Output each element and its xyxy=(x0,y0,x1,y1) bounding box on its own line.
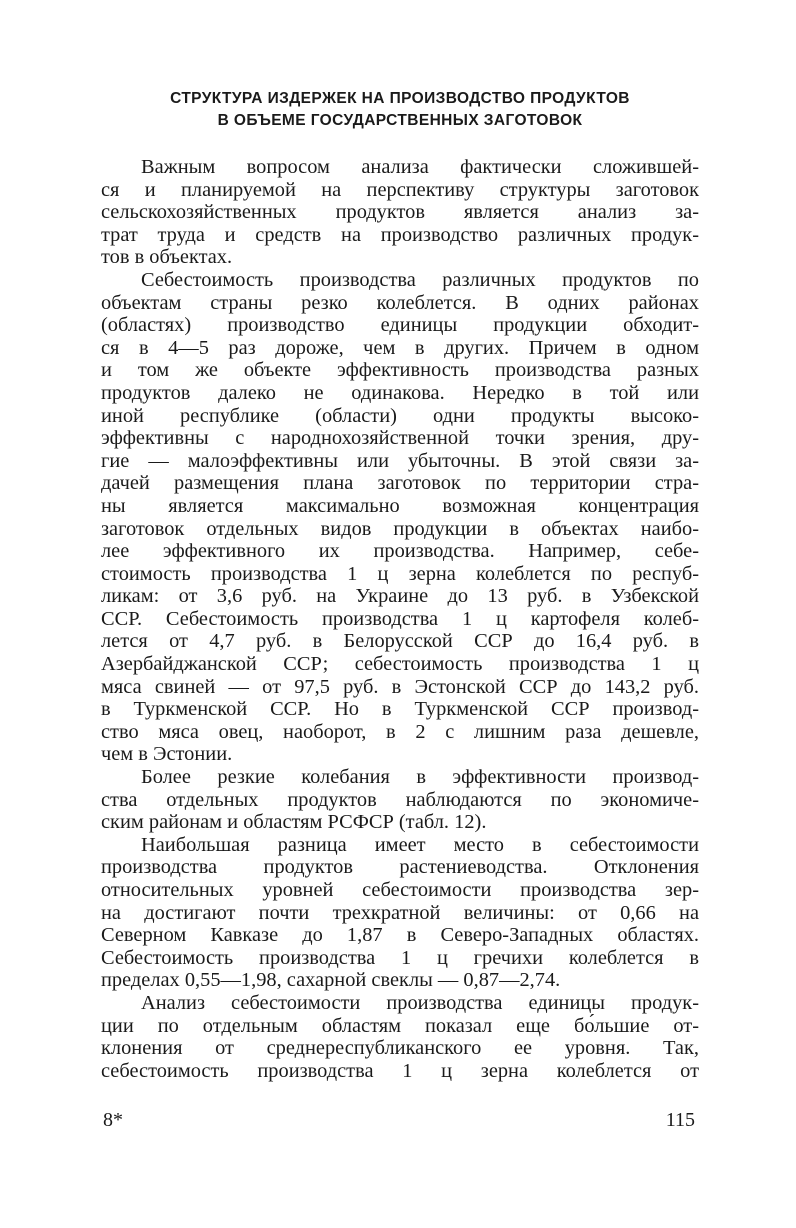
text-line: (областях) производство единицы продукции обходит- xyxy=(101,314,699,337)
text-line: себестоимость производства 1 ц зерна колеблется от xyxy=(101,1059,699,1082)
text-line: заготовок отдельных видов продукции в объектах наибо- xyxy=(101,517,699,540)
text-line: Азербайджанской ССР; себестоимость производства 1 ц xyxy=(101,653,699,676)
text-line: Анализ себестоимости производства единицы продук- xyxy=(141,991,699,1014)
text-line: иной республике (области) одни продукты высоко- xyxy=(101,404,699,427)
text-line: эффективны с народнохозяйственной точки зрения, дру- xyxy=(101,427,699,450)
text-line: объектам страны резко колеблется. В одних районах xyxy=(101,291,699,314)
body-text xyxy=(101,156,699,1082)
heading-line: СТРУКТУРА ИЗДЕРЖЕК НА ПРОИЗВОДСТВО ПРОДУКТОВ xyxy=(170,90,630,107)
paragraph xyxy=(101,269,699,766)
text-line: чем в Эстонии. xyxy=(101,743,233,766)
text-line: тов в объектах. xyxy=(101,246,233,269)
paragraph xyxy=(101,834,699,992)
text-line: продуктов далеко не одинакова. Нередко в той или xyxy=(101,381,699,404)
text-line: Важным вопросом анализа фактически сложившей- xyxy=(141,156,699,178)
text-line: ся и планируемой на перспективу структуры заготовок xyxy=(101,178,699,201)
paragraph xyxy=(101,766,699,834)
text-line: ликам: от 3,6 руб. на Украине до 13 руб. в Узбекской xyxy=(101,585,699,608)
text-line: на достигают почти трехкратной величины: от 0,66 на xyxy=(101,901,699,924)
text-line: пределах 0,55—1,98, сахарной свеклы — 0,87—2,74. xyxy=(101,969,561,992)
text-line: трат труда и средств на производство различных продук- xyxy=(101,223,699,246)
text-line: лется от 4,7 руб. в Белорусской ССР до 16,4 руб. в xyxy=(101,630,699,653)
text-line: дачей размещения плана заготовок по территории стра- xyxy=(101,472,699,495)
section-heading xyxy=(100,88,700,132)
text-line: лее эффективного их производства. Например, себе- xyxy=(101,540,699,563)
text-line: ся в 4—5 раз дороже, чем в других. Причем в одном xyxy=(101,336,699,359)
text-line: ства отдельных продуктов наблюдаются по экономиче- xyxy=(101,788,699,811)
text-line: относительных уровней себестоимости производства зер- xyxy=(101,879,699,901)
text-line: ство мяса овец, наоборот, в 2 с лишним раза дешевле, xyxy=(101,720,699,743)
text-line: Себестоимость производства различных продуктов по xyxy=(141,268,699,291)
text-line: Более резкие колебания в эффективности производ- xyxy=(141,766,699,789)
text-line: Наибольшая разница имеет место в себестоимости xyxy=(141,833,699,856)
text-line: ны является максимально возможная концентрация xyxy=(101,494,699,517)
paragraph xyxy=(101,156,699,269)
text-line: Северном Кавказе до 1,87 в Северо-Западных областях. xyxy=(101,924,699,947)
text-line: сельскохозяйственных продуктов является анализ за- xyxy=(101,201,699,224)
text-line: ССР. Себестоимость производства 1 ц картофеля колеб- xyxy=(101,607,699,630)
text-line: Себестоимость производства 1 ц гречихи колеблется в xyxy=(101,946,699,969)
page-number: 115 xyxy=(665,1109,695,1131)
printer-signature-mark: 8* xyxy=(103,1109,123,1131)
text-line: и том же объекте эффективность производства разных xyxy=(101,359,699,382)
text-line: ции по отдельным областям показал еще бо́льшие от- xyxy=(101,1014,699,1037)
text-line: в Туркменской ССР. Но в Туркменской ССР производ- xyxy=(101,698,699,721)
text-line: гие — малоэффективны или убыточны. В этой связи за- xyxy=(101,449,699,472)
text-line: производства продуктов растениеводства. Отклонения xyxy=(101,856,699,879)
heading-line: В ОБЪЕМЕ ГОСУДАРСТВЕННЫХ ЗАГОТОВОК xyxy=(217,112,583,129)
text-line: стоимость производства 1 ц зерна колеблется по респуб- xyxy=(101,562,699,585)
paragraph xyxy=(101,992,699,1082)
text-line: ским районам и областям РСФСР (табл. 12). xyxy=(101,811,487,834)
text-line: мяса свиней — от 97,5 руб. в Эстонской ССР до 143,2 руб. xyxy=(101,675,699,698)
text-line: клонения от среднереспубликанского ее уровня. Так, xyxy=(101,1037,699,1060)
